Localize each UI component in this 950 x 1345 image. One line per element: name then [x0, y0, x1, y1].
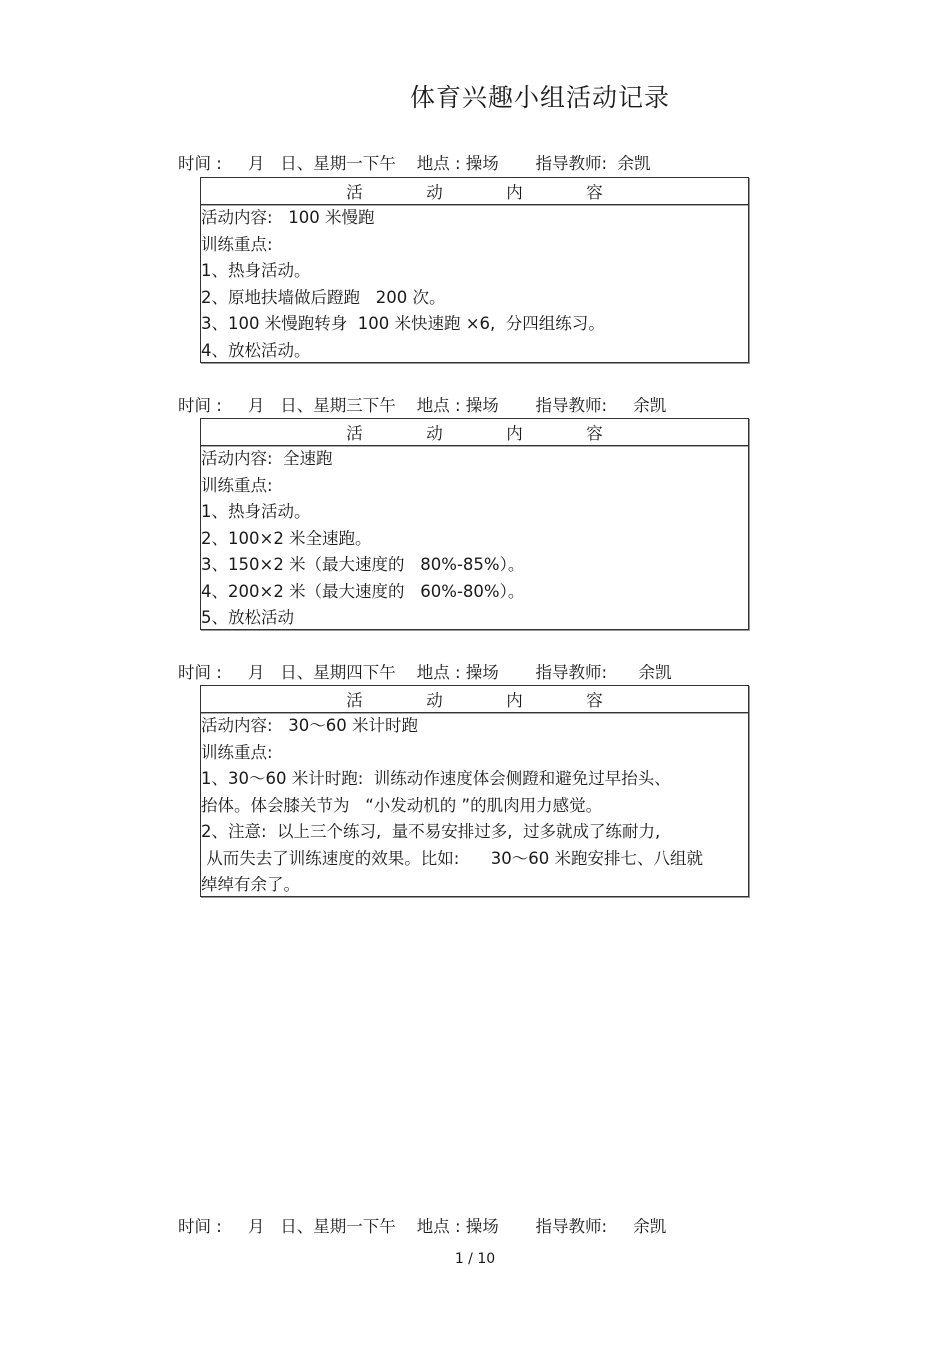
header-char: 动 [426, 691, 443, 710]
content-line: 2、原地扶墙做后蹬跑 200 次。 [201, 287, 446, 307]
table-header [201, 419, 748, 446]
activity-table [200, 418, 749, 630]
activity-table [200, 685, 749, 897]
content-line: 活动内容: 100 米慢跑 [201, 208, 375, 227]
table-header [201, 686, 748, 713]
content-line: 3、150×2 米（最大速度的 80%-85%）。 [201, 555, 525, 574]
header-char: 内 [506, 183, 523, 202]
content-line: 抬体。体会膝关节为 “小发动机的 ”的肌肉用力感觉。 [201, 795, 603, 815]
content-line: 3、100 米慢跑转身 100 米快速跑 ×6, 分四组练习。 [201, 314, 605, 333]
record-meta: 时间 : 月 日、星期一下午 地点 : 操场 指导教师: 余凯 [178, 154, 651, 173]
activity-table [200, 177, 749, 363]
record-meta: 时间 : 月 日、星期四下午 地点 : 操场 指导教师: 余凯 [178, 663, 672, 682]
content-line: 训练重点: [201, 475, 273, 495]
header-char: 容 [586, 691, 603, 710]
header-char: 活 [346, 183, 363, 202]
header-char: 活 [346, 691, 363, 710]
content-line: 2、100×2 米全速跑。 [201, 528, 372, 548]
content-line: 从而失去了训练速度的效果。比如: 30～60 米跑安排七、八组就 [201, 848, 704, 868]
content-line: 4、200×2 米（最大速度的 60%-80%）。 [201, 581, 525, 601]
page-title: 体育兴趣小组活动记录 [409, 83, 670, 112]
header-char: 活 [346, 424, 363, 443]
header-char: 动 [426, 183, 443, 202]
content-line: 1、热身活动。 [201, 502, 311, 521]
content-line: 2、注意: 以上三个练习, 量不易安排过多, 过多就成了练耐力, [201, 822, 661, 841]
content-line: 活动内容: 30～60 米计时跑 [201, 716, 419, 735]
header-char: 内 [506, 424, 523, 443]
record-meta: 时间 : 月 日、星期一下午 地点 : 操场 指导教师: 余凯 [178, 1217, 667, 1236]
content-line: 绰绰有余了。 [201, 875, 300, 894]
header-char: 动 [426, 424, 443, 443]
content-line: 5、放松活动 [201, 608, 294, 627]
header-char: 容 [586, 424, 603, 443]
content-line: 训练重点: [201, 742, 273, 762]
header-char: 容 [586, 183, 603, 202]
content-line: 活动内容: 全速跑 [201, 449, 333, 468]
header-char: 内 [506, 691, 523, 710]
page-indicator: 1 / 10 [454, 1251, 496, 1267]
content-line: 1、热身活动。 [201, 261, 311, 280]
table-header [201, 178, 748, 205]
content-line: 训练重点: [201, 234, 273, 254]
record-meta: 时间 : 月 日、星期三下午 地点 : 操场 指导教师: 余凯 [178, 396, 667, 415]
content-line: 4、放松活动。 [201, 340, 311, 360]
content-line: 1、30～60 米计时跑: 训练动作速度体会侧蹬和避免过早抬头、 [201, 769, 671, 788]
